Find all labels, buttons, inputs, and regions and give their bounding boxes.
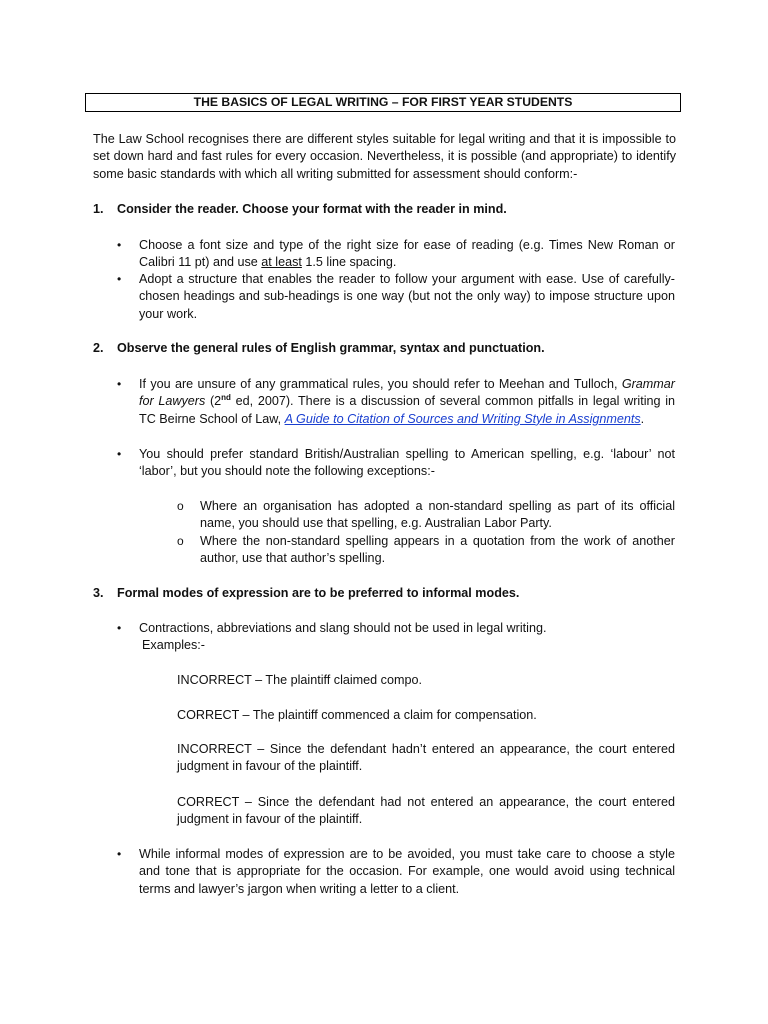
section-3-bullet-1: Contractions, abbreviations and slang should not be used in legal writing. [139, 621, 547, 635]
section-2-number: 2. [93, 341, 104, 355]
bullet-icon: • [117, 238, 122, 252]
bullet-icon: • [117, 447, 122, 461]
section-2-bullet-2: You should prefer standard British/Australian spelling to American spelling, e.g. ‘labour’ not ‘labor’, but you should note the following exceptions:- [139, 447, 675, 479]
bullet-text: 1.5 line spacing. [301, 255, 397, 270]
example-correct-1: CORRECT – The plaintiff commenced a claim for compensation. [177, 708, 537, 722]
section-2-bullet-1 [139, 376, 675, 428]
section-2-heading-text: Observe the general rules of English grammar, syntax and punctuation. [117, 341, 545, 355]
section-1-bullet-2: Adopt a structure that enables the reader to follow your argument with ease. Use of carefully-chosen headings and sub-headings is one way (but not the only way) to impose structure upon your work. [139, 272, 675, 321]
section-1-heading [93, 201, 683, 218]
example-incorrect-2: INCORRECT – Since the defendant hadn’t entered an appearance, the court entered judgment in favour of the plaintiff. [177, 742, 675, 774]
superscript: nd [221, 393, 231, 403]
intro-paragraph: The Law School recognises there are different styles suitable for legal writing and that it is impossible to set down hard and fast rules for every occasion. Nevertheless, it is possible (and appropriate) to identify some basic standards with which all writing submitted for assessment should conform:- [93, 132, 676, 181]
bullet-text: Choose a font size and type of the right size for ease of reading (e.g. Times New Roman or Calibri 11 pt) and use [139, 238, 675, 270]
bullet-text: . [640, 411, 645, 426]
example-incorrect-1: INCORRECT – The plaintiff claimed compo. [177, 673, 422, 687]
section-1-bullet-1 [139, 237, 675, 272]
bullet-icon: • [117, 272, 122, 286]
section-2-sub-bullet-2: Where the non-standard spelling appears in a quotation from the work of another author, use that author’s spelling. [200, 534, 675, 566]
bullet-text: (2 [205, 394, 222, 409]
book-title: Grammar for Lawyers [139, 377, 675, 409]
section-3-heading [93, 585, 683, 602]
examples-label: Examples:- [142, 638, 205, 652]
bullet-text: If you are unsure of any grammatical rules, you should refer to Meehan and Tulloch, [139, 377, 622, 391]
bullet-text: ed, 2007). There is a discussion of several common pitfalls in legal writing in TC Beirne School of Law, [139, 394, 675, 426]
bullet-icon: • [117, 847, 122, 861]
circle-bullet-icon: o [177, 534, 184, 548]
section-2-sub-bullet-1: Where an organisation has adopted a non-standard spelling as part of its official name, you should use that spelling, e.g. Australian Labor Party. [200, 499, 675, 531]
section-3-bullet-2: While informal modes of expression are to be avoided, you must take care to choose a style and tone that is appropriate for the occasion. For example, one would avoid using technical terms and lawyer’s jargon when writing a letter to a client. [139, 847, 675, 896]
citation-guide-link[interactable]: A Guide to Citation of Sources and Writing Style in Assignments [284, 411, 641, 426]
section-1-number: 1. [93, 202, 104, 216]
section-2-heading [93, 340, 683, 357]
section-3-heading-text: Formal modes of expression are to be preferred to informal modes. [117, 586, 520, 600]
example-correct-2: CORRECT – Since the defendant had not entered an appearance, the court entered judgment in favour of the plaintiff. [177, 795, 675, 827]
section-1-heading-text: Consider the reader. Choose your format with the reader in mind. [117, 202, 507, 216]
bullet-icon: • [117, 377, 122, 391]
circle-bullet-icon: o [177, 499, 184, 513]
document-title: THE BASICS OF LEGAL WRITING – FOR FIRST YEAR STUDENTS [85, 93, 681, 112]
bullet-icon: • [117, 621, 122, 635]
underlined-text: at least [261, 255, 302, 270]
section-3-number: 3. [93, 586, 104, 600]
